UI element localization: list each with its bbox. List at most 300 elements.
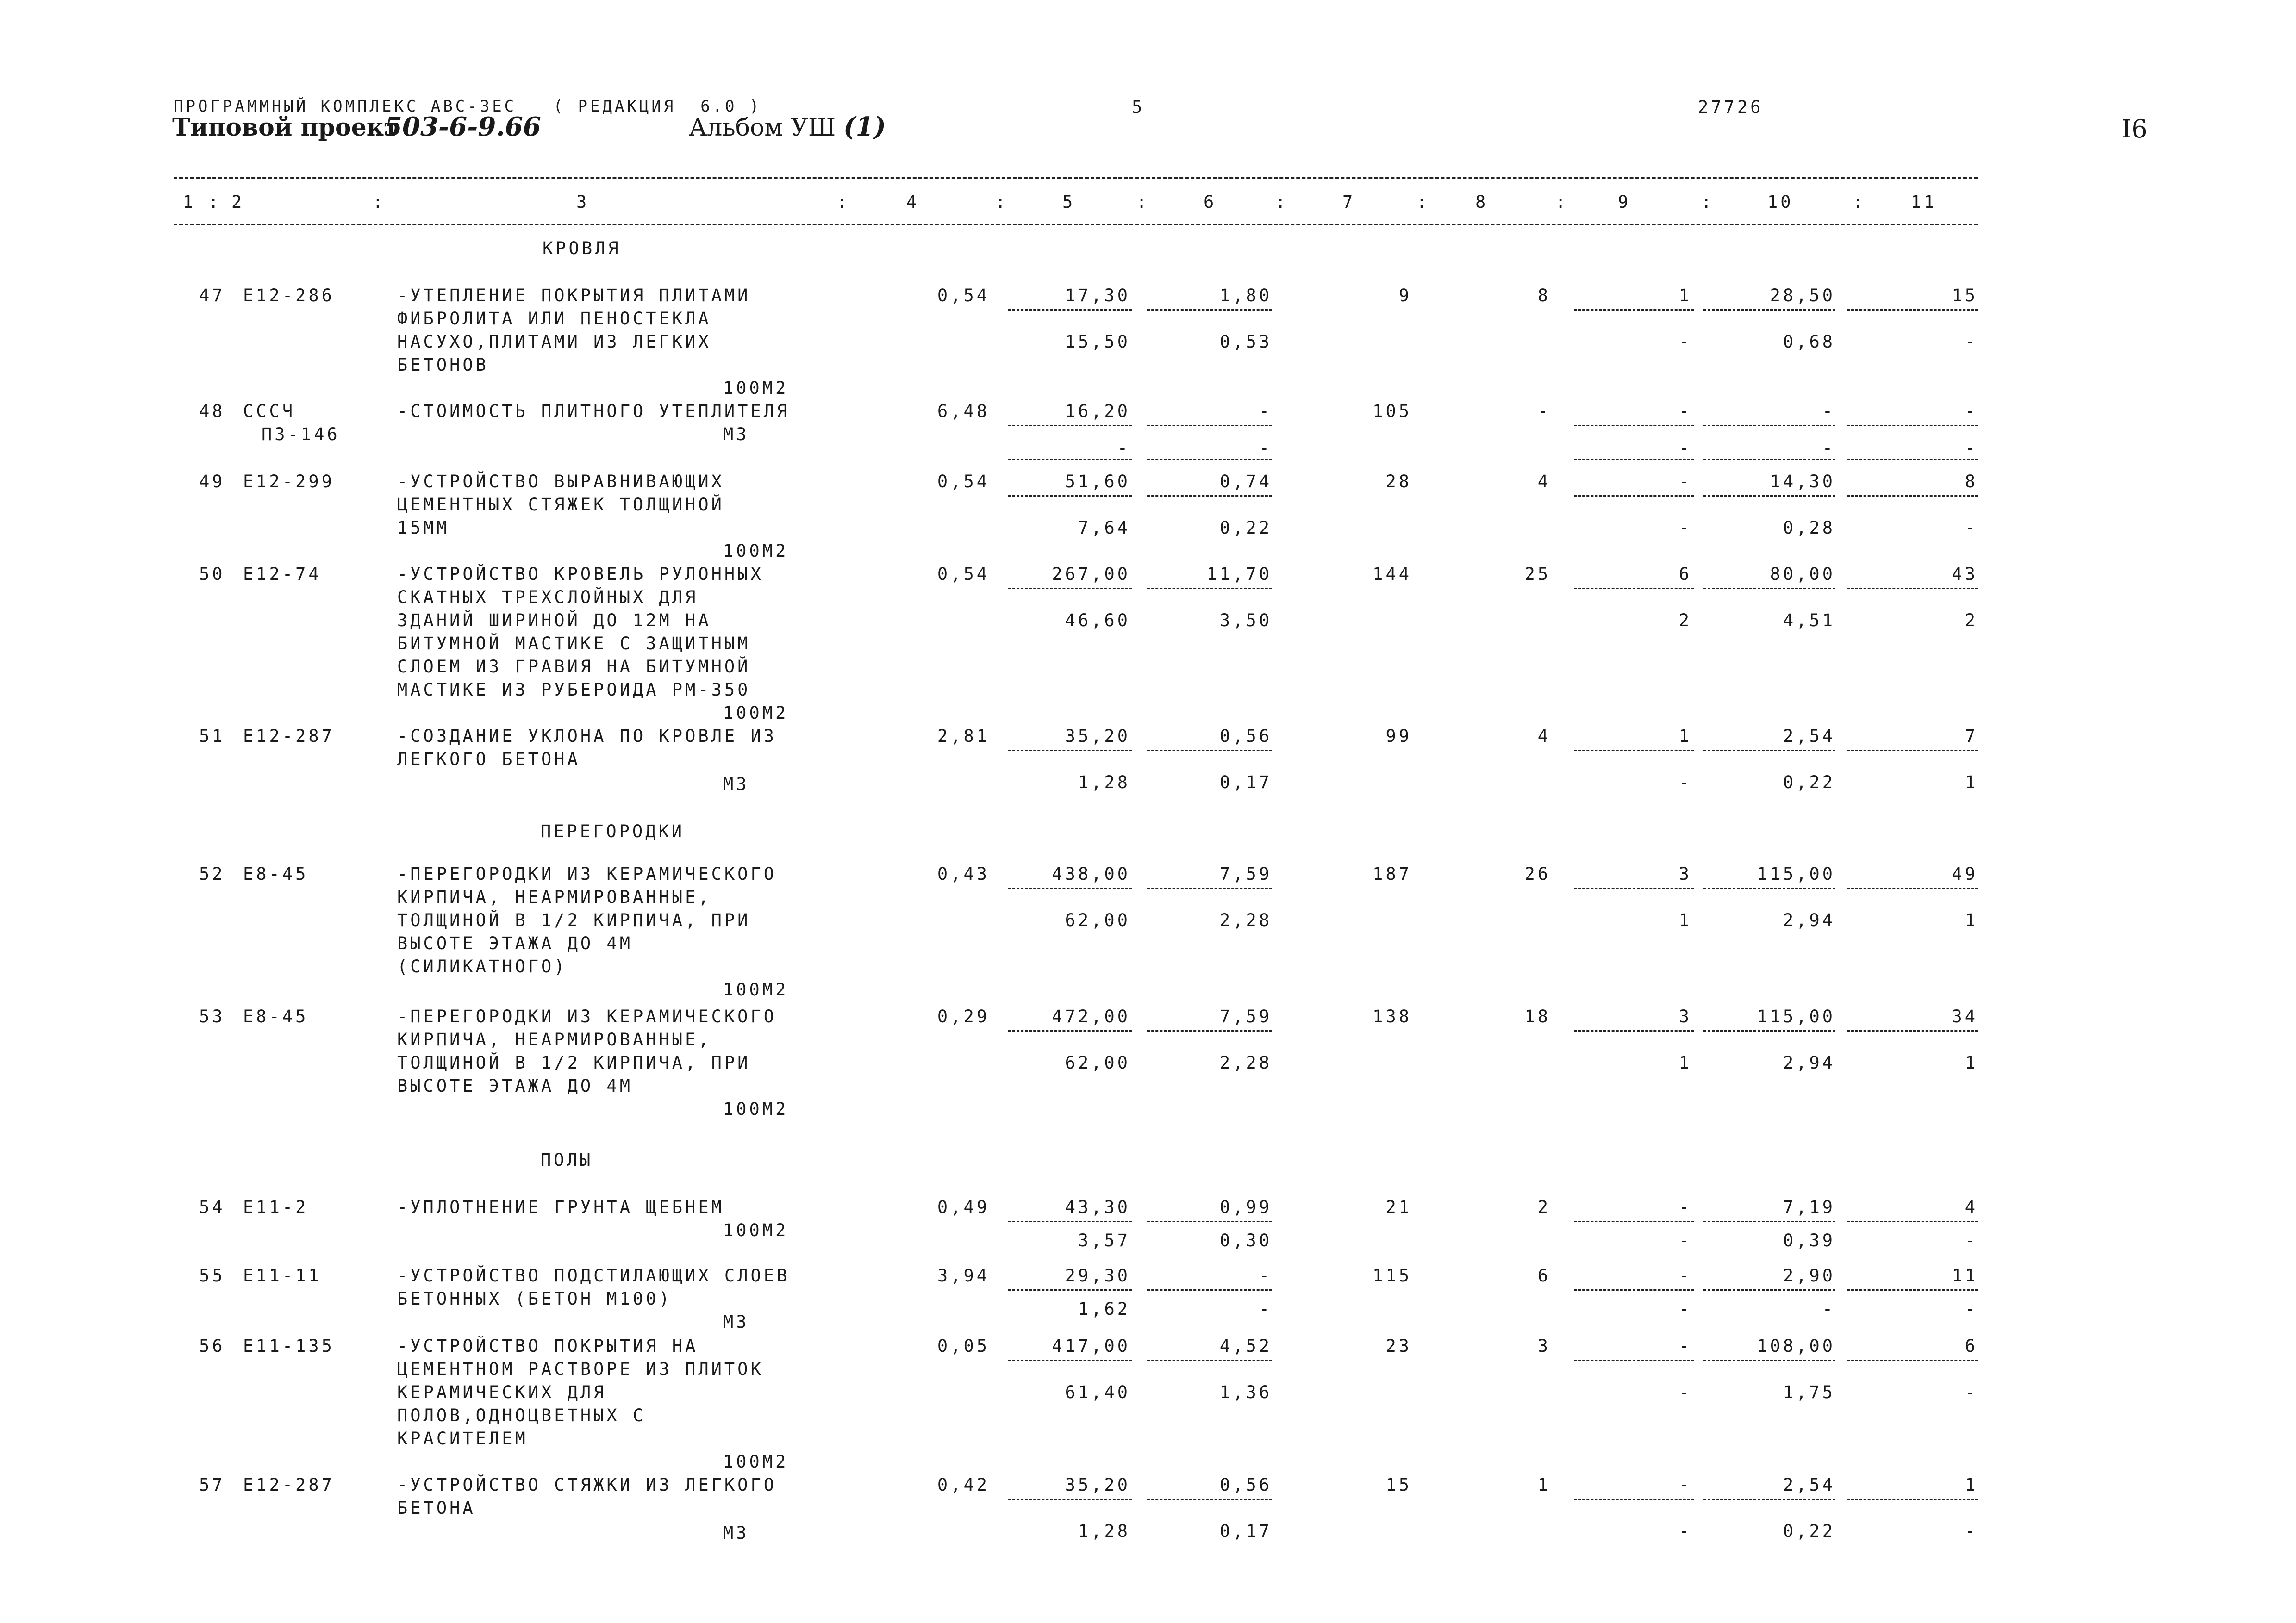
value-c10: 7,19 [1783, 1197, 1835, 1217]
work-description-line: КРАСИТЕЛЕМ [397, 1429, 528, 1449]
value-c8: 2 [1537, 1197, 1551, 1217]
value-c5b: 1,62 [1078, 1299, 1130, 1319]
column-separator: : [1416, 192, 1430, 212]
value-c9: - [1678, 1475, 1692, 1495]
value-separator [1847, 750, 1978, 751]
value-c9: 1 [1678, 726, 1692, 746]
unit-of-measure: 100М2 [723, 1220, 789, 1240]
value-c10: - [1822, 401, 1835, 421]
value-c10b: 1,75 [1783, 1382, 1835, 1402]
value-c7: 144 [1373, 564, 1412, 584]
value-separator [1147, 495, 1272, 497]
work-description-line: -УСТРОЙСТВО ПОДСТИЛАЮЩИХ СЛОЕВ [397, 1266, 790, 1286]
value-c5b: 15,50 [1065, 332, 1130, 352]
quantity-value: 0,05 [937, 1336, 990, 1356]
work-description-line: -ПЕРЕГОРОДКИ ИЗ КЕРАМИЧЕСКОГО [397, 864, 777, 884]
value-c11: 6 [1965, 1336, 1978, 1356]
value-c9b: - [1678, 518, 1692, 538]
unit-of-measure: 100М2 [723, 703, 789, 723]
value-c7: 138 [1373, 1007, 1412, 1026]
value-c10b: 0,22 [1783, 772, 1835, 792]
work-description-line: ЦЕМЕНТНЫХ СТЯЖЕК ТОЛЩИНОЙ [397, 495, 724, 515]
value-c9b: - [1678, 438, 1692, 458]
value-c9: 6 [1678, 564, 1692, 584]
value-c11b: 1 [1965, 772, 1978, 792]
column-separator: : [1136, 192, 1150, 212]
column-number-1: 1 [183, 192, 196, 212]
work-description-line: -СТОИМОСТЬ ПЛИТНОГО УТЕПЛИТЕЛЯ [397, 401, 790, 421]
value-separator [1703, 459, 1835, 460]
norm-code: Е12-287 [243, 726, 335, 746]
work-description-line: ФИБРОЛИТА ИЛИ ПЕНОСТЕКЛА [397, 309, 711, 329]
work-description-line: БИТУМНОЙ МАСТИКЕ С ЗАЩИТНЫМ [397, 634, 751, 653]
value-separator [1147, 1499, 1272, 1500]
row-number: 49 [199, 472, 225, 491]
value-c11b: - [1965, 1382, 1978, 1402]
row-number: 55 [199, 1266, 225, 1286]
value-separator [1847, 309, 1978, 311]
value-c11: 7 [1965, 726, 1978, 746]
value-separator [1574, 750, 1694, 751]
value-separator [1008, 1030, 1132, 1032]
value-separator [1008, 888, 1132, 889]
typical-project-label: Типовой проект [172, 113, 399, 142]
column-number-4: 4 [906, 192, 920, 212]
value-c11: 11 [1952, 1266, 1978, 1286]
value-c11: 1 [1965, 1475, 1978, 1495]
work-description-line: НАСУХО,ПЛИТАМИ ИЗ ЛЕГКИХ [397, 332, 711, 352]
norm-code: Е11-135 [243, 1336, 335, 1356]
value-c6b: 0,17 [1219, 1521, 1272, 1541]
value-separator [1574, 888, 1694, 889]
value-separator [1847, 495, 1978, 497]
value-c5: 438,00 [1052, 864, 1130, 884]
value-c11: - [1965, 401, 1978, 421]
value-separator [1147, 1289, 1272, 1291]
value-c10: 14,30 [1770, 472, 1835, 491]
row-number: 51 [199, 726, 225, 746]
work-description-line: -УСТРОЙСТВО КРОВЕЛЬ РУЛОННЫХ [397, 564, 764, 584]
work-description-line: БЕТОНОВ [397, 355, 489, 375]
value-c5b: 7,64 [1078, 518, 1130, 538]
value-c5: 29,30 [1065, 1266, 1130, 1286]
value-c9b: - [1678, 1382, 1692, 1402]
work-description-line: -УСТРОЙСТВО ВЫРАВНИВАЮЩИХ [397, 472, 724, 491]
value-separator [1008, 425, 1132, 426]
value-c5b: 61,40 [1065, 1382, 1130, 1402]
value-separator [1847, 425, 1978, 426]
value-separator [1847, 1030, 1978, 1032]
value-separator [1147, 588, 1272, 589]
quantity-value: 0,54 [937, 564, 990, 584]
project-number: 503-6-9.66 [384, 112, 541, 142]
value-c11b: - [1965, 518, 1978, 538]
value-separator [1703, 888, 1835, 889]
value-c9: 3 [1678, 1007, 1692, 1026]
value-c8: 18 [1524, 1007, 1551, 1026]
value-separator [1703, 588, 1835, 589]
value-c10: 2,54 [1783, 726, 1835, 746]
document-code: 27726 [1698, 97, 1764, 117]
work-description-line: (СИЛИКАТНОГО) [397, 957, 568, 976]
value-separator [1008, 1499, 1132, 1500]
value-c6b: 3,50 [1219, 610, 1272, 630]
value-c10: 28,50 [1770, 286, 1835, 305]
album-part: (1) [843, 112, 886, 142]
column-number-11: 11 [1911, 192, 1937, 212]
value-separator [1574, 1289, 1694, 1291]
value-separator [1008, 459, 1132, 460]
unit-of-measure: 100М2 [723, 1452, 789, 1472]
column-separator: : [837, 192, 850, 212]
quantity-value: 0,49 [937, 1197, 990, 1217]
value-c10: 115,00 [1757, 864, 1835, 884]
row-number: 53 [199, 1007, 225, 1026]
column-number-9: 9 [1618, 192, 1631, 212]
value-c7: 23 [1385, 1336, 1412, 1356]
value-c5b: 1,28 [1078, 1521, 1130, 1541]
value-c6b: 0,22 [1219, 518, 1272, 538]
section-roof-title: КРОВЛЯ [543, 238, 621, 258]
quantity-value: 0,54 [937, 472, 990, 491]
column-separator: : [1555, 192, 1569, 212]
work-description-line: -УПЛОТНЕНИЕ ГРУНТА ЩЕБНЕМ [397, 1197, 724, 1217]
row-number: 54 [199, 1197, 225, 1217]
norm-code: Е12-299 [243, 472, 335, 491]
row-number: 50 [199, 564, 225, 584]
value-c9b: - [1678, 1521, 1692, 1541]
value-c6b: 1,36 [1219, 1382, 1272, 1402]
column-number-2: 2 [231, 192, 245, 212]
work-description-line: СКАТНЫХ ТРЕХСЛОЙНЫХ ДЛЯ [397, 587, 699, 607]
value-c6: 0,99 [1219, 1197, 1272, 1217]
value-separator [1008, 750, 1132, 751]
unit-of-measure: М3 [723, 1312, 749, 1332]
value-separator [1847, 459, 1978, 460]
value-c9b: - [1678, 1231, 1692, 1250]
value-separator [1703, 1360, 1835, 1361]
value-c9: 3 [1678, 864, 1692, 884]
norm-code: Е8-45 [243, 1007, 309, 1026]
row-number: 47 [199, 286, 225, 305]
value-separator [1703, 425, 1835, 426]
value-separator [1147, 1030, 1272, 1032]
norm-code: Е12-286 [243, 286, 335, 305]
value-separator [1147, 425, 1272, 426]
value-c9b: 1 [1678, 1053, 1692, 1073]
value-c11: 34 [1952, 1007, 1978, 1026]
value-c11: 8 [1965, 472, 1978, 491]
value-c6: 1,80 [1219, 286, 1272, 305]
value-separator [1703, 1221, 1835, 1222]
norm-code: Е8-45 [243, 864, 309, 884]
value-c9b: 1 [1678, 910, 1692, 930]
value-c6b: 0,17 [1219, 772, 1272, 792]
value-c8: 3 [1537, 1336, 1551, 1356]
value-separator [1574, 1221, 1694, 1222]
work-description-line: ТОЛЩИНОЙ В 1/2 КИРПИЧА, ПРИ [397, 910, 751, 930]
value-c9b: 2 [1678, 610, 1692, 630]
album-label: Альбом УШ [689, 114, 836, 142]
value-c9: 1 [1678, 286, 1692, 305]
value-separator [1147, 888, 1272, 889]
value-separator [1008, 309, 1132, 311]
work-description-line: ЦЕМЕНТНОМ РАСТВОРЕ ИЗ ПЛИТОК [397, 1359, 764, 1379]
value-c11: 15 [1952, 286, 1978, 305]
value-separator [1008, 495, 1132, 497]
value-c6: - [1259, 1266, 1272, 1286]
value-c11b: 1 [1965, 910, 1978, 930]
value-c5b: 1,28 [1078, 772, 1130, 792]
sheet-number: I6 [2121, 114, 2147, 143]
value-c8: 4 [1537, 472, 1551, 491]
value-separator [1574, 425, 1694, 426]
unit-of-measure: 100М2 [723, 541, 789, 561]
work-description-line: ЛЕГКОГО БЕТОНА [397, 749, 580, 769]
value-separator [1008, 588, 1132, 589]
value-c11b: - [1965, 1299, 1978, 1319]
value-c5b: 3,57 [1078, 1231, 1130, 1250]
unit-of-measure: М3 [723, 1523, 749, 1543]
work-description-line: -УСТРОЙСТВО ПОКРЫТИЯ НА [397, 1336, 699, 1356]
column-separator: : [208, 192, 222, 212]
value-separator [1847, 1289, 1978, 1291]
value-c6: 0,56 [1219, 726, 1272, 746]
unit-of-measure: 100М2 [723, 378, 789, 398]
value-c8: 4 [1537, 726, 1551, 746]
value-c5b: - [1117, 438, 1130, 458]
page-number: 5 [1132, 97, 1145, 117]
column-number-7: 7 [1342, 192, 1356, 212]
value-c5: 16,20 [1065, 401, 1130, 421]
row-number: 52 [199, 864, 225, 884]
work-description-line: -УТЕПЛЕНИЕ ПОКРЫТИЯ ПЛИТАМИ [397, 286, 751, 305]
work-description-line: МАСТИКЕ ИЗ РУБЕРОИДА РМ-350 [397, 680, 751, 700]
value-c11b: - [1965, 438, 1978, 458]
value-c11: 49 [1952, 864, 1978, 884]
work-description-line: БЕТОНА [397, 1498, 476, 1518]
norm-code: Е12-287 [243, 1475, 335, 1495]
value-c11b: 1 [1965, 1053, 1978, 1073]
value-c10b: - [1822, 438, 1835, 458]
value-c8: 26 [1524, 864, 1551, 884]
value-c9: - [1678, 1336, 1692, 1356]
value-separator [1574, 1360, 1694, 1361]
value-c8: 8 [1537, 286, 1551, 305]
value-c9: - [1678, 1266, 1692, 1286]
value-separator [1147, 309, 1272, 311]
value-c10b: 2,94 [1783, 1053, 1835, 1073]
value-separator [1574, 495, 1694, 497]
section-partitions-title: ПЕРЕГОРОДКИ [541, 821, 685, 841]
value-c6: 0,74 [1219, 472, 1272, 491]
value-separator [1574, 1030, 1694, 1032]
column-separator: : [1275, 192, 1289, 212]
column-separator: : [1853, 192, 1866, 212]
value-c10b: 0,28 [1783, 518, 1835, 538]
value-c7: 28 [1385, 472, 1412, 491]
header-top-rule [174, 177, 1978, 179]
value-c8: 1 [1537, 1475, 1551, 1495]
work-description-line: БЕТОННЫХ (БЕТОН М100) [397, 1289, 672, 1309]
work-description-line: -УСТРОЙСТВО СТЯЖКИ ИЗ ЛЕГКОГО [397, 1475, 777, 1495]
value-separator [1703, 1289, 1835, 1291]
value-c8: 25 [1524, 564, 1551, 584]
norm-code: Е11-2 [243, 1197, 309, 1217]
quantity-value: 0,42 [937, 1475, 990, 1495]
unit-of-measure: 100М2 [723, 1099, 789, 1119]
value-c7: 115 [1373, 1266, 1412, 1286]
value-c7: 99 [1385, 726, 1412, 746]
value-separator [1574, 588, 1694, 589]
header-bottom-rule [174, 224, 1978, 225]
work-description-line: СЛОЕМ ИЗ ГРАВИЯ НА БИТУМНОЙ [397, 657, 751, 677]
value-c9: - [1678, 401, 1692, 421]
row-number: 56 [199, 1336, 225, 1356]
column-number-5: 5 [1062, 192, 1076, 212]
work-description-line: ВЫСОТЕ ЭТАЖА ДО 4М [397, 933, 633, 953]
value-separator [1703, 750, 1835, 751]
row-number: 57 [199, 1475, 225, 1495]
value-c5: 17,30 [1065, 286, 1130, 305]
norm-code: Е12-74 [243, 564, 322, 584]
value-c5: 417,00 [1052, 1336, 1130, 1356]
work-description-line: ТОЛЩИНОЙ В 1/2 КИРПИЧА, ПРИ [397, 1053, 751, 1073]
row-number: 48 [199, 401, 225, 421]
value-separator [1847, 1499, 1978, 1500]
value-c5: 35,20 [1065, 726, 1130, 746]
value-c6b: 2,28 [1219, 1053, 1272, 1073]
value-c6b: 0,30 [1219, 1231, 1272, 1250]
program-header: ПРОГРАММНЫЙ КОМПЛЕКС АВС-ЗЕС ( РЕДАКЦИЯ 6.0 ) [174, 97, 762, 116]
column-number-6: 6 [1204, 192, 1217, 212]
value-separator [1574, 309, 1694, 311]
value-c9b: - [1678, 1299, 1692, 1319]
column-number-8: 8 [1475, 192, 1489, 212]
value-c6b: - [1259, 438, 1272, 458]
value-c8: - [1537, 401, 1551, 421]
quantity-value: 6,48 [937, 401, 990, 421]
value-c10b: 2,94 [1783, 910, 1835, 930]
value-separator [1147, 750, 1272, 751]
column-separator: : [1701, 192, 1715, 212]
value-c7: 105 [1373, 401, 1412, 421]
value-c10: 115,00 [1757, 1007, 1835, 1026]
quantity-value: 0,54 [937, 286, 990, 305]
quantity-value: 0,43 [937, 864, 990, 884]
value-separator [1703, 1499, 1835, 1500]
value-c6: 4,52 [1219, 1336, 1272, 1356]
work-description-line: ВЫСОТЕ ЭТАЖА ДО 4М [397, 1076, 633, 1096]
value-c11b: - [1965, 332, 1978, 352]
work-description-line: КИРПИЧА, НЕАРМИРОВАННЫЕ, [397, 1030, 711, 1050]
norm-code-extra: П3-146 [262, 424, 340, 444]
work-description-line: -СОЗДАНИЕ УКЛОНА ПО КРОВЛЕ ИЗ [397, 726, 777, 746]
value-c8: 6 [1537, 1266, 1551, 1286]
work-description-line: КЕРАМИЧЕСКИХ ДЛЯ [397, 1382, 607, 1402]
value-c10: 2,90 [1783, 1266, 1835, 1286]
value-c11: 4 [1965, 1197, 1978, 1217]
value-c6b: - [1259, 1299, 1272, 1319]
work-description-line: КИРПИЧА, НЕАРМИРОВАННЫЕ, [397, 887, 711, 907]
value-c5: 472,00 [1052, 1007, 1130, 1026]
value-c5b: 62,00 [1065, 1053, 1130, 1073]
value-c5: 43,30 [1065, 1197, 1130, 1217]
value-separator [1847, 1360, 1978, 1361]
value-c10: 80,00 [1770, 564, 1835, 584]
value-c9: - [1678, 1197, 1692, 1217]
value-c10b: 0,39 [1783, 1231, 1835, 1250]
column-separator: : [995, 192, 1009, 212]
value-c5: 35,20 [1065, 1475, 1130, 1495]
value-c9b: - [1678, 772, 1692, 792]
value-c10b: 0,22 [1783, 1521, 1835, 1541]
value-c6: 7,59 [1219, 864, 1272, 884]
value-c10b: 4,51 [1783, 610, 1835, 630]
value-separator [1847, 588, 1978, 589]
work-description-line: ЗДАНИЙ ШИРИНОЙ ДО 12М НА [397, 610, 711, 630]
value-c6b: 0,53 [1219, 332, 1272, 352]
work-description-line: ПОЛОВ,ОДНОЦВЕТНЫХ С [397, 1405, 646, 1425]
value-c7: 21 [1385, 1197, 1412, 1217]
value-c5b: 62,00 [1065, 910, 1130, 930]
unit-of-measure: 100М2 [723, 980, 789, 1000]
value-c9: - [1678, 472, 1692, 491]
value-c6: 11,70 [1206, 564, 1272, 584]
value-separator [1703, 1030, 1835, 1032]
value-c7: 15 [1385, 1475, 1412, 1495]
value-c6: 7,59 [1219, 1007, 1272, 1026]
value-separator [1147, 1221, 1272, 1222]
value-c6: - [1259, 401, 1272, 421]
value-c10: 108,00 [1757, 1336, 1835, 1356]
section-floors-title: ПОЛЫ [541, 1150, 593, 1170]
quantity-value: 0,29 [937, 1007, 990, 1026]
value-separator [1147, 459, 1272, 460]
column-number-3: 3 [576, 192, 590, 212]
unit-of-measure: М3 [723, 774, 749, 794]
value-c11: 43 [1952, 564, 1978, 584]
column-separator: : [373, 192, 386, 212]
work-description-line: 15ММ [397, 518, 450, 538]
value-c11b: - [1965, 1521, 1978, 1541]
value-separator [1703, 495, 1835, 497]
work-description-line: -ПЕРЕГОРОДКИ ИЗ КЕРАМИЧЕСКОГО [397, 1007, 777, 1026]
column-number-10: 10 [1767, 192, 1794, 212]
value-c5: 267,00 [1052, 564, 1130, 584]
value-separator [1008, 1360, 1132, 1361]
value-separator [1703, 309, 1835, 311]
quantity-value: 3,94 [937, 1266, 990, 1286]
value-c6: 0,56 [1219, 1475, 1272, 1495]
value-separator [1574, 1499, 1694, 1500]
norm-code: Е11-11 [243, 1266, 322, 1286]
value-separator [1847, 1221, 1978, 1222]
value-c7: 187 [1373, 864, 1412, 884]
value-separator [1847, 888, 1978, 889]
value-separator [1008, 1221, 1132, 1222]
value-c6b: 2,28 [1219, 910, 1272, 930]
value-separator [1147, 1360, 1272, 1361]
norm-code: СССЧ [243, 401, 296, 421]
value-c7: 9 [1398, 286, 1412, 305]
value-c9b: - [1678, 332, 1692, 352]
value-separator [1574, 459, 1694, 460]
value-separator [1008, 1289, 1132, 1291]
value-c11b: 2 [1965, 610, 1978, 630]
unit-of-measure: М3 [723, 424, 749, 444]
quantity-value: 2,81 [937, 726, 990, 746]
